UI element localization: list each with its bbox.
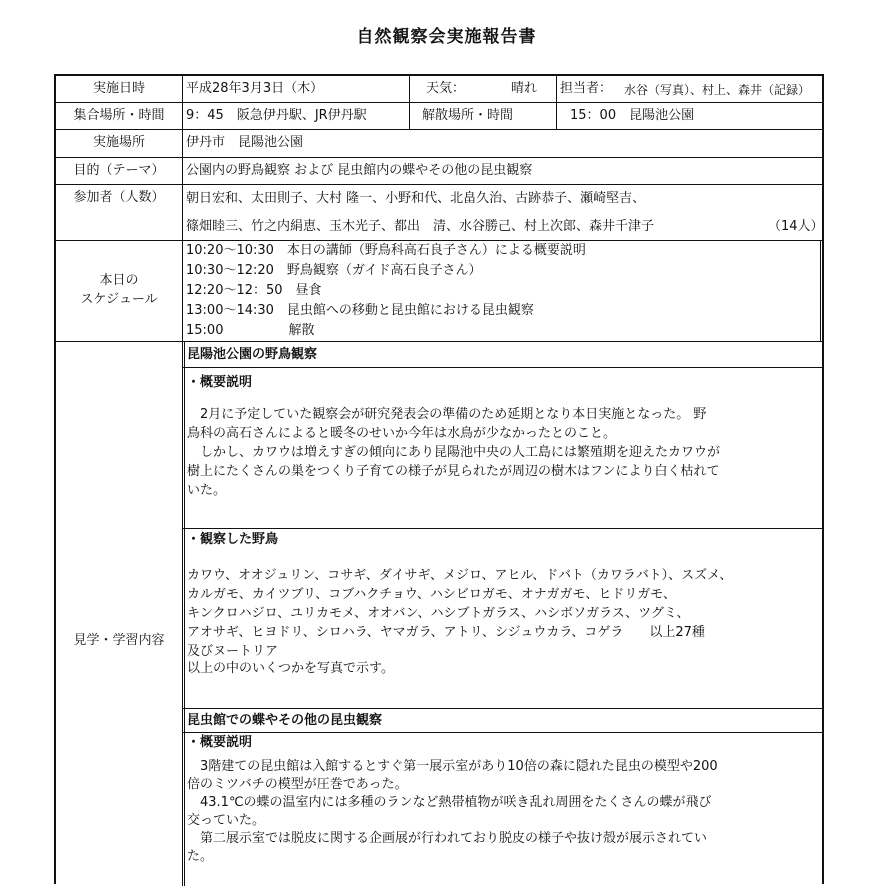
participants-count: （14人） bbox=[768, 219, 824, 234]
bird-overview-line: しかし、カワウは増えすぎの傾向にあり昆陽池中央の人工島には繁殖期を迎えたカワウが bbox=[187, 445, 721, 460]
bird-heading: 昆陽池公園の野鳥観察 bbox=[187, 347, 318, 362]
date-value: 平成28年3月3日（木） bbox=[186, 81, 324, 96]
staff-value: 水谷（写真）、村上、森井（記録） bbox=[624, 83, 811, 97]
dismiss-label: 解散場所・時間 bbox=[422, 108, 514, 123]
schedule-item: 10:30～12:20 野鳥観察（ガイド高石良子さん） bbox=[186, 263, 482, 278]
weather-label: 天気： bbox=[426, 81, 466, 96]
insect-heading: 昆虫館での蝶やその他の昆虫観察 bbox=[187, 713, 383, 728]
rule-participants bbox=[56, 240, 822, 241]
participants-line-1: 朝日宏和、太田則子、大村 隆一、小野和代、北畠久治、古跡恭子、瀬崎堅吉、 bbox=[186, 191, 646, 206]
bird-overview-line: 鳥科の高石さんによると暖冬のせいか今年は水鳥が少なかったとのこと。 bbox=[187, 426, 617, 441]
insect-line: 3階建ての昆虫館は入館するとすぐ第一展示室があり10倍の森に隠れた昆虫の模型や200 bbox=[187, 759, 718, 774]
observed-line: カルガモ、カイツブリ、コブハクチョウ、ハシビロガモ、オナガガモ、ヒドリガモ、 bbox=[187, 587, 677, 602]
rule-bird-overview bbox=[182, 528, 822, 529]
rule-schedule-right bbox=[820, 240, 821, 341]
insect-line: 倍のミツバチの模型が圧巻であった。 bbox=[187, 777, 408, 792]
rule-place bbox=[56, 157, 822, 158]
insect-line: た。 bbox=[187, 849, 214, 864]
bird-overview-line: 樹上にたくさんの巣をつくり子育ての様子が見られたが周辺の樹木はフンにより白く枯れて bbox=[187, 464, 720, 479]
schedule-label-line-1: 本日の bbox=[99, 273, 139, 288]
content-label: 見学・学習内容 bbox=[73, 633, 165, 648]
meeting-value: 9：45 阪急伊丹駅、JR伊丹駅 bbox=[186, 108, 367, 123]
rule-meeting bbox=[56, 129, 822, 130]
insect-overview-heading: ・概要説明 bbox=[187, 735, 253, 750]
rule-label-column bbox=[182, 76, 183, 886]
rule-observed bbox=[182, 708, 822, 709]
report-title: 自然観察会実施報告書 bbox=[356, 27, 537, 47]
insect-line: 43.1℃の蝶の温室内には多種のランなど熱帯植物が咲き乱れ周囲をたくさんの蝶が飛び bbox=[187, 795, 712, 810]
schedule-item: 15:00 解散 bbox=[186, 323, 315, 338]
rule-insect-heading bbox=[182, 732, 822, 733]
insect-line: 交っていた。 bbox=[187, 813, 266, 828]
bird-overview-line: 2月に予定していた観察会が研究発表会の準備のため延期となり本日実施となった。 野 bbox=[187, 407, 707, 422]
schedule-item: 12:20～12：50 昼食 bbox=[186, 283, 322, 298]
bird-overview-heading: ・概要説明 bbox=[187, 375, 253, 390]
schedule-label-line-2: スケジュール bbox=[80, 292, 158, 307]
schedule-item: 13:00～14:30 昆虫館への移動と昆虫館における昆虫観察 bbox=[186, 303, 534, 318]
place-label: 実施場所 bbox=[92, 135, 145, 150]
rule-schedule bbox=[56, 341, 822, 342]
observed-heading: ・観察した野鳥 bbox=[187, 532, 279, 547]
date-label: 実施日時 bbox=[92, 81, 145, 96]
observed-line: キンクロハジロ、ユリカモメ、オオバン、ハシブトガラス、ハシボソガラス、ツグミ、 bbox=[187, 606, 690, 621]
rule-staff-left bbox=[556, 76, 557, 129]
theme-value: 公園内の野鳥観察 および 昆虫館内の蝶やその他の昆虫観察 bbox=[186, 163, 533, 178]
observed-line: 及びヌートリア bbox=[187, 644, 279, 659]
weather-value: 晴れ bbox=[511, 81, 538, 96]
staff-label: 担当者： bbox=[560, 81, 613, 96]
rule-theme bbox=[56, 184, 822, 185]
bird-overview-line: いた。 bbox=[187, 483, 227, 498]
participants-line-2: 篠畑睦三、竹之内絹恵、玉木光子、都出 清、水谷勝己、村上次郎、森井千津子 bbox=[186, 219, 655, 234]
observed-line: 以上の中のいくつかを写真で示す。 bbox=[187, 661, 394, 676]
rule-content-inner bbox=[184, 341, 185, 886]
observed-line: カワウ、オオジュリン、コサギ、ダイサギ、メジロ、アヒル、ドバト（カワラバト）、スズメ、 bbox=[187, 568, 733, 583]
report-table bbox=[54, 74, 824, 884]
meeting-label: 集合場所・時間 bbox=[73, 108, 165, 123]
schedule-item: 10:20～10:30 本日の講師（野鳥科高石良子さん）による概要説明 bbox=[186, 243, 586, 258]
dismiss-value: 15：00 昆陽池公園 bbox=[570, 108, 695, 123]
place-value: 伊丹市 昆陽池公園 bbox=[186, 135, 304, 150]
insect-line: 第二展示室では脱皮に関する企画展が行われており脱皮の様子や抜け殻が展示されてい bbox=[187, 831, 708, 846]
observed-line: アオサギ、ヒヨドリ、シロハラ、ヤマガラ、アトリ、シジュウカラ、コゲラ 以上27種 bbox=[187, 625, 705, 640]
participants-label: 参加者（人数） bbox=[73, 190, 165, 205]
rule-date bbox=[56, 102, 822, 103]
theme-label: 目的（テーマ） bbox=[73, 163, 165, 178]
rule-bird-heading bbox=[182, 367, 822, 368]
rule-weather-left bbox=[409, 76, 410, 129]
